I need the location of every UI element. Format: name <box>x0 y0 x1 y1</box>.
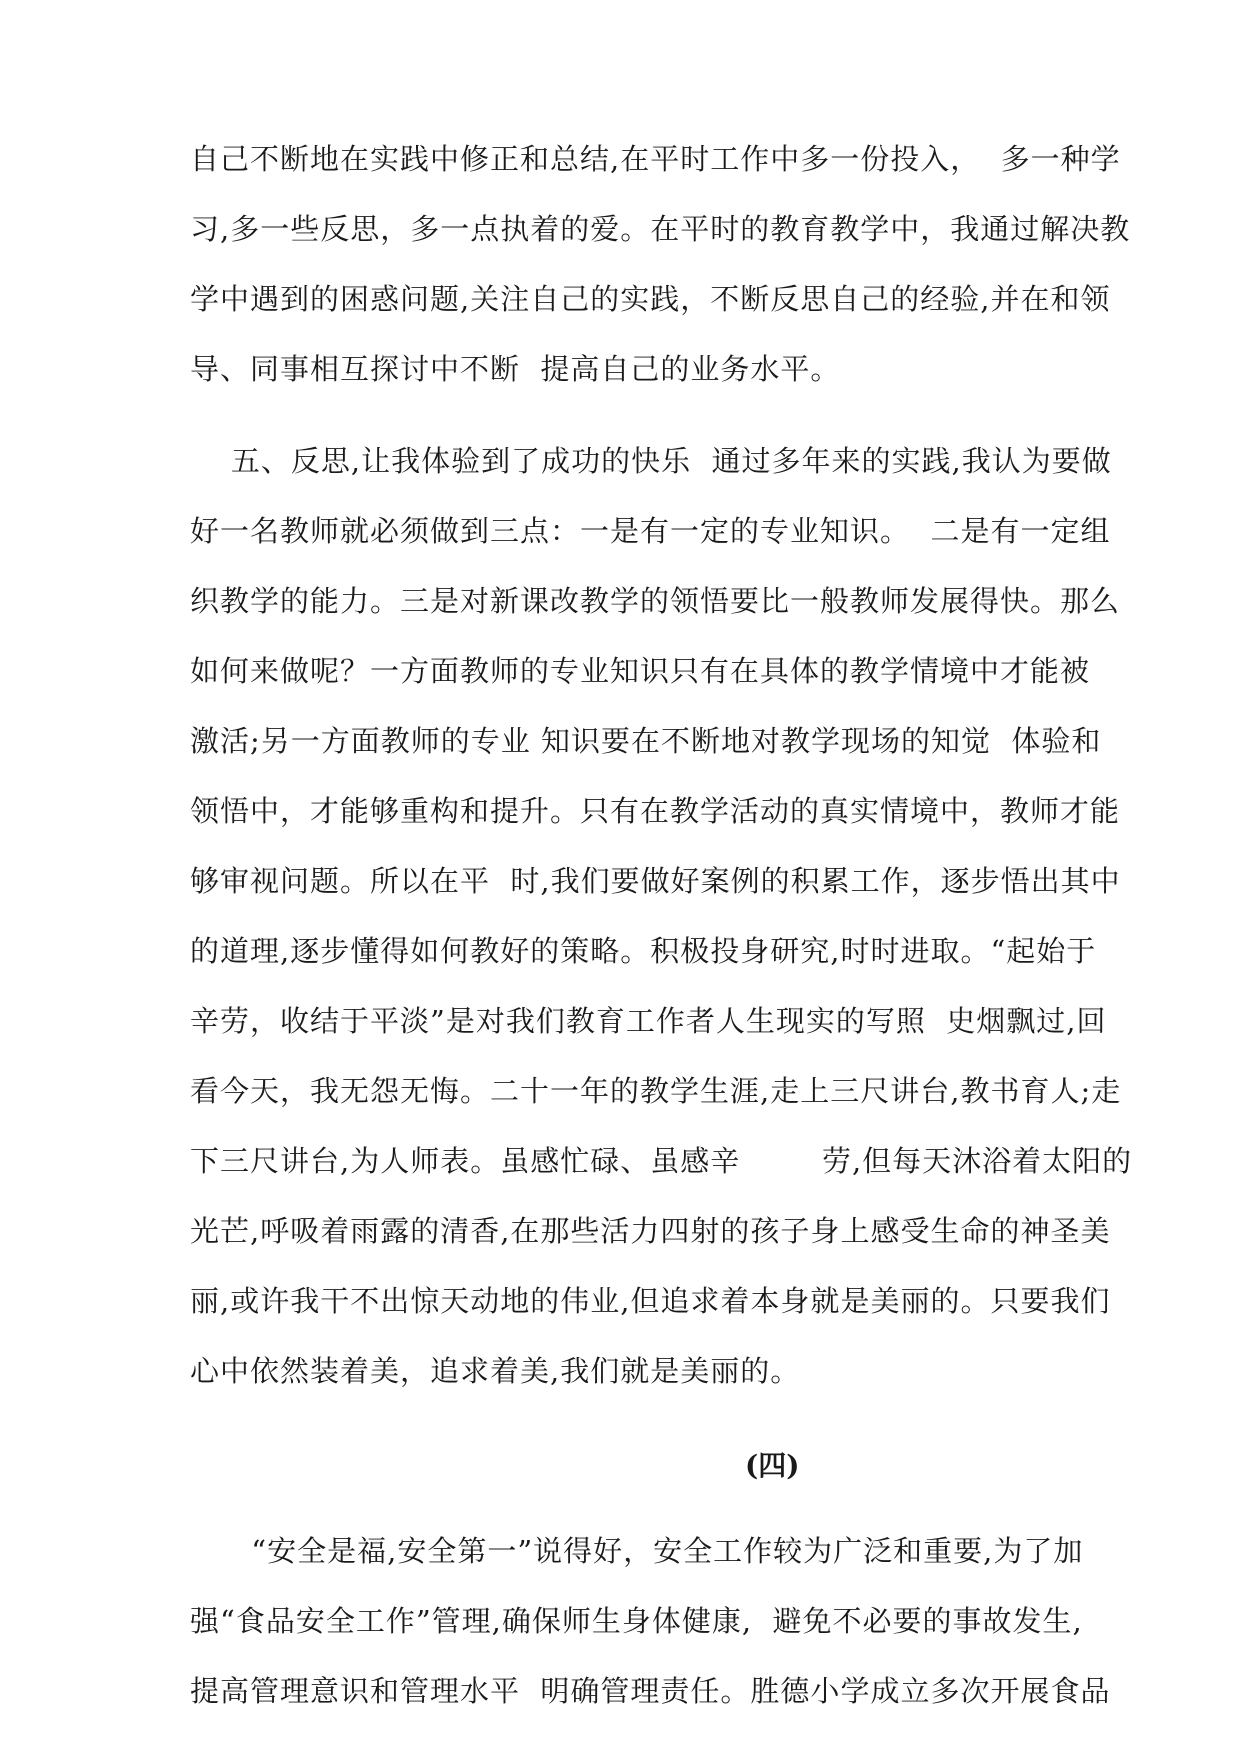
text-line: 如何来做呢？一方面教师的专业知识只有在具体的教学情境中才能被 <box>190 654 1091 688</box>
text-line: 下三尺讲台,为人师表。虽感忙碌、虽感辛 劳,但每天沐浴着太阳的 <box>190 1144 1133 1178</box>
text-line: 够审视问题。所以在平 时,我们要做好案例的积累工作，逐步悟出其中 <box>190 864 1121 898</box>
text-line: 学中遇到的困惑问题,关注自己的实践，不断反思自己的经验,并在和领 <box>190 282 1111 316</box>
text-line: 光芒,呼吸着雨露的清香,在那些活力四射的孩子身上感受生命的神圣美 <box>190 1214 1111 1248</box>
text-line: 心中依然装着美，追求着美,我们就是美丽的。 <box>190 1354 801 1388</box>
text-line: 自己不断地在实践中修正和总结,在平时工作中多一份投入， 多一种学 <box>190 142 1121 176</box>
text-line: 的道理,逐步懂得如何教好的策略。积极投身研究,时时进取。“起始于 <box>190 934 1097 968</box>
text-line: 提高管理意识和管理水平 明确管理责任。胜德小学成立多次开展食品 <box>190 1674 1111 1708</box>
text-line: 激活;另一方面教师的专业 知识要在不断地对教学现场的知觉 体验和 <box>190 724 1102 758</box>
text-line: 五、反思,让我体验到了成功的快乐 通过多年来的实践,我认为要做 <box>190 444 1112 478</box>
text-line: 好一名教师就必须做到三点：一是有一定的专业知识。 二是有一定组 <box>190 514 1111 548</box>
text-line: 导、同事相互探讨中不断 提高自己的业务水平。 <box>190 352 841 386</box>
text-line: 看今天，我无怨无悔。二十一年的教学生涯,走上三尺讲台,教书育人;走 <box>190 1074 1122 1108</box>
text-line: “安全是福,安全第一”说得好，安全工作较为广泛和重要,为了加 <box>190 1534 1084 1568</box>
section-heading: (四) <box>745 1449 800 1482</box>
text-line: 领悟中，才能够重构和提升。只有在教学活动的真实情境中，教师才能 <box>190 794 1121 828</box>
text-line: 辛劳，收结于平淡”是对我们教育工作者人生现实的写照 史烟飘过,回 <box>190 1004 1107 1038</box>
text-line: 织教学的能力。三是对新课改教学的领悟要比一般教师发展得快。那么 <box>190 584 1121 618</box>
text-line: 丽,或许我干不出惊天动地的伟业,但追求着本身就是美丽的。只要我们 <box>190 1284 1111 1318</box>
text-line: 习,多一些反思，多一点执着的爱。在平时的教育教学中，我通过解决教 <box>190 212 1131 246</box>
text-line: 强“食品安全工作”管理,确保师生身体健康, 避免不必要的事故发生, <box>190 1604 1083 1638</box>
